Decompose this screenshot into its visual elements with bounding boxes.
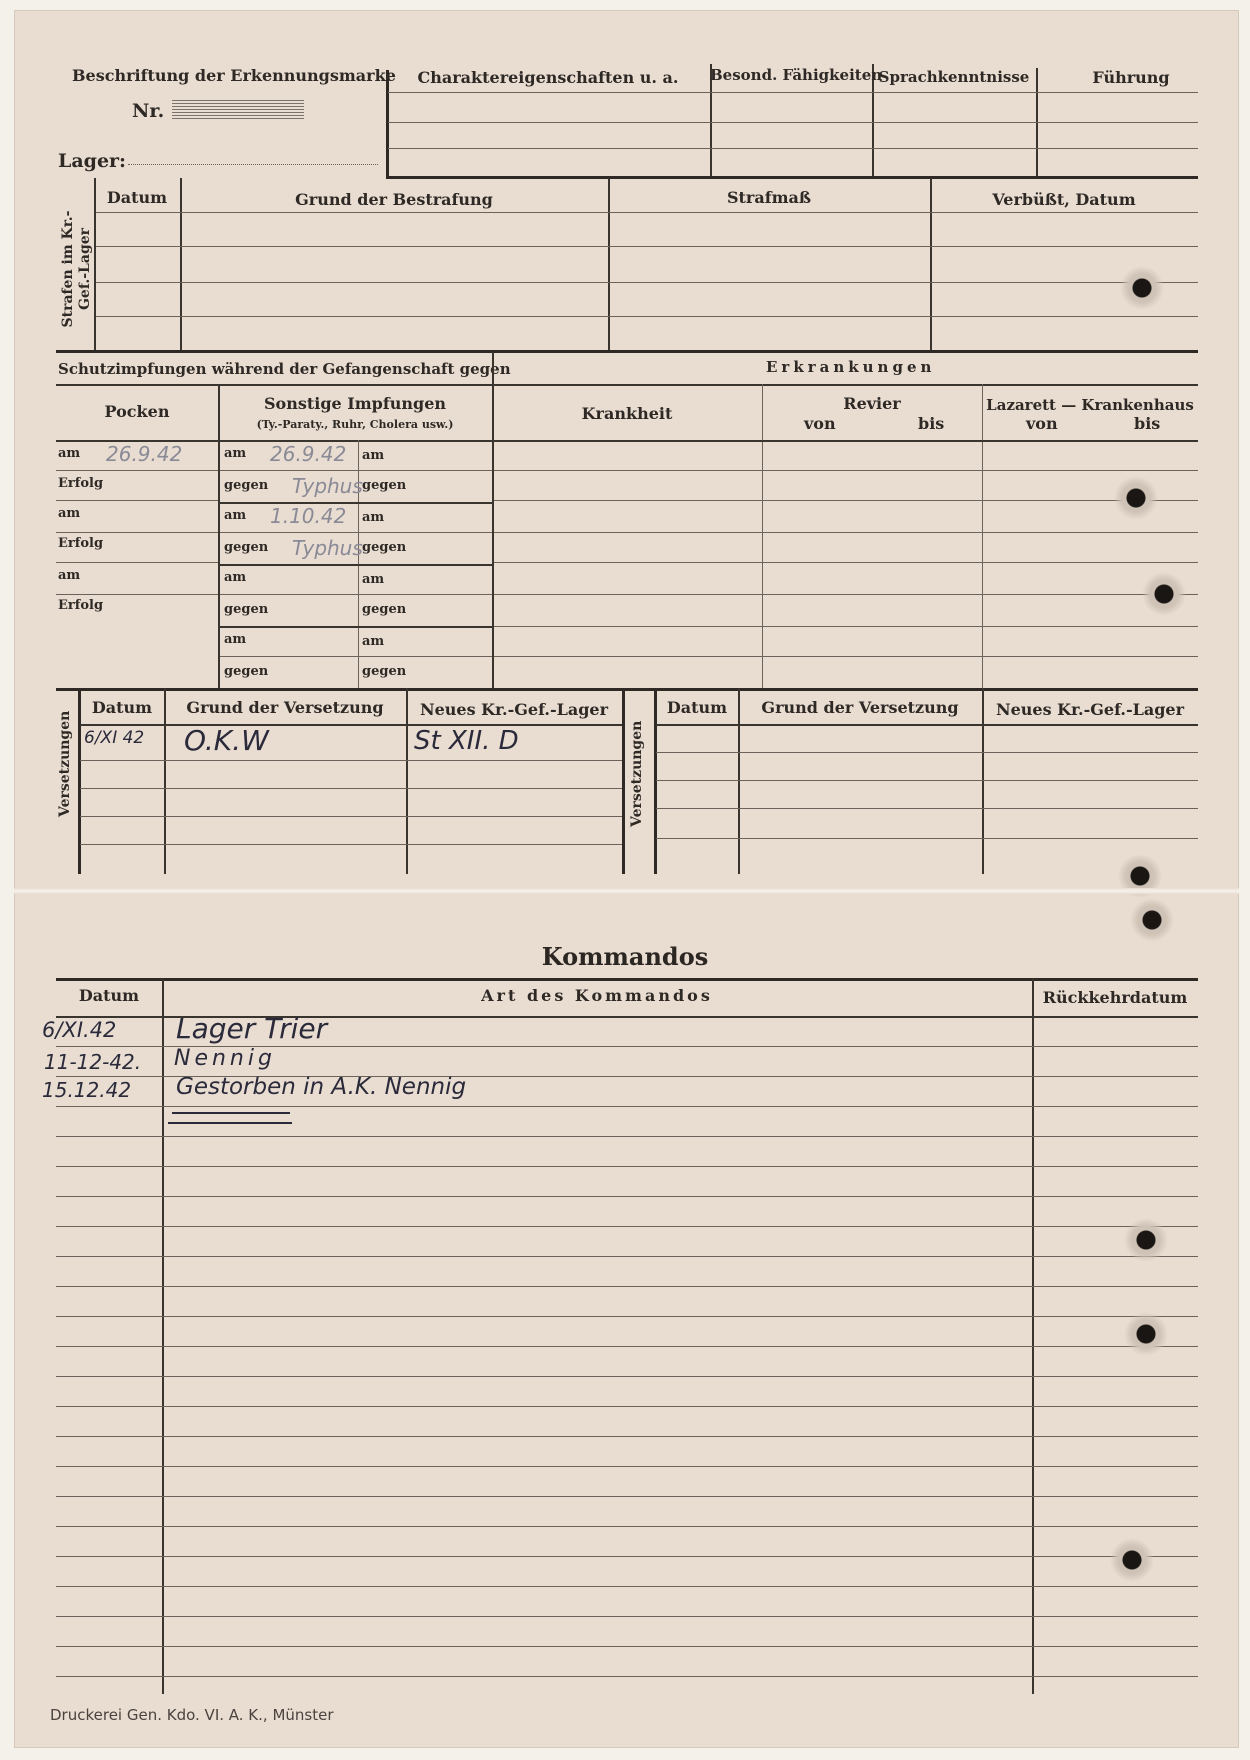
vers-col-grund-left: Grund der Versetzung [186,698,384,717]
ruled-line [56,1496,1198,1497]
versetzungen-side-label-left: Versetzungen [57,710,73,817]
pocken-am-1: am [58,446,81,461]
krankheit-label: Krankheit [581,404,673,423]
pocken-am-2: am [58,506,81,521]
komm-col-art: Art des Kommandos [481,986,713,1005]
lager-field [128,164,378,165]
fold-line [14,888,1239,894]
impfungen-title: Schutzimpfungen während der Gefangenschaft gegen [58,360,511,378]
ruled-line [56,1256,1198,1257]
faehigkeiten-label: Besond. Fähigkeiten [710,66,883,84]
punch-hole [1110,1538,1154,1582]
nr-field [172,98,304,120]
komm-entry-art-2: Nennig [174,1046,276,1071]
vers-col-datum-left: Datum [91,698,153,717]
komm-entry-art-3: Gestorben in A.K. Nennig [176,1074,467,1100]
sonstige-am-4: am [224,632,247,647]
sonstige-date-2: 1.10.42 [270,504,347,528]
sonstige-gegen-2: gegen [224,540,269,555]
underline-gestorben [172,1112,290,1114]
lager-label: Lager: [58,150,127,172]
komm-entry-art-1: Lager Trier [176,1012,328,1045]
sonstige-sub: (Ty.-Paraty., Ruhr, Cholera usw.) [256,418,454,431]
punch-hole [1120,266,1164,310]
punch-hole [1124,1218,1168,1262]
komm-col-datum: Datum [78,986,140,1005]
ruled-line [56,1376,1198,1377]
sonstige-am-2: am [224,508,247,523]
versetzungen-side-label-right: Versetzungen [629,720,645,827]
lazarett-von: von [1026,414,1058,433]
erkrankungen-title: Erkrankungen [766,358,936,376]
vers-col-datum-right: Datum [666,698,728,717]
vers-entry-lager: St XII. D [414,726,519,756]
komm-entry-datum-1: 6/XI.42 [42,1018,117,1042]
sonstige-b-am-3: am [362,572,385,587]
personnel-card [14,10,1239,1748]
sonstige-b-am-1: am [362,448,385,463]
lazarett-label: Lazarett — Krankenhaus [986,396,1194,414]
ruled-line [56,1586,1198,1587]
pocken-am-3: am [58,568,81,583]
sonstige-gegen-1: gegen [224,478,269,493]
ruled-line [56,1166,1198,1167]
nr-label: Nr. [132,100,165,122]
ruled-line [56,1406,1198,1407]
sonstige-b-am-2: am [362,510,385,525]
sprachkenntnisse-label: Sprachkenntnisse [878,68,1030,86]
sonstige-gegen-4: gegen [224,664,269,679]
ruled-line [56,1286,1198,1287]
pocken-label: Pocken [104,402,170,421]
ruled-line [56,1226,1198,1227]
vers-entry-datum: 6/XI 42 [84,728,145,748]
sonstige-gegen-value-1: Typhus [292,474,363,498]
ruled-line [56,1106,1198,1107]
ruled-line [56,1436,1198,1437]
ruled-line [56,1346,1198,1347]
underline-gestorben-2 [168,1122,292,1124]
vers-col-lager-right: Neues Kr.-Gef.-Lager [995,700,1185,719]
pocken-erfolg-2: Erfolg [58,536,104,551]
sonstige-b-am-4: am [362,634,385,649]
ruled-line [56,1196,1198,1197]
ruled-line [56,1136,1198,1137]
lazarett-bis: bis [1134,414,1161,433]
ruled-line [56,1676,1198,1677]
punch-hole [1114,476,1158,520]
vers-entry-grund: O.K.W [184,724,269,757]
strafen-side-label: Strafen im Kr.-Gef.-Lager [60,210,93,328]
punch-hole [1130,898,1174,942]
sonstige-am-1: am [224,446,247,461]
sonstige-gegen-3: gegen [224,602,269,617]
printer-imprint: Druckerei Gen. Kdo. VI. A. K., Münster [50,1706,334,1724]
ruled-line [56,1556,1198,1557]
ruled-line [56,1526,1198,1527]
ruled-line [56,1616,1198,1617]
sonstige-gegen-value-2: Typhus [292,536,363,560]
erkennungsmarke-label: Beschriftung der Erkennungsmarke [72,66,396,85]
komm-entry-datum-2: 11-12-42. [44,1050,142,1074]
punch-hole [1142,572,1186,616]
revier-label: Revier [843,394,901,413]
charakter-label: Charaktereigenschaften u. a. [417,68,679,87]
revier-von: von [804,414,836,433]
ruled-line [56,1316,1198,1317]
komm-entry-datum-3: 15.12.42 [42,1078,132,1102]
sonstige-b-gegen-4: gegen [362,664,407,679]
revier-bis: bis [918,414,945,433]
pocken-date-1: 26.9.42 [106,442,183,466]
pocken-erfolg-1: Erfolg [58,476,104,491]
ruled-line [56,1646,1198,1647]
strafen-col-datum: Datum [106,188,168,207]
vers-col-grund-right: Grund der Versetzung [761,698,959,717]
sonstige-b-gegen-1: gegen [362,478,407,493]
ruled-line [56,1466,1198,1467]
vers-col-lager-left: Neues Kr.-Gef.-Lager [419,700,609,719]
punch-hole [1124,1312,1168,1356]
komm-col-rueckkehr: Rückkehrdatum [1042,988,1188,1007]
fuehrung-label: Führung [1092,68,1170,87]
sonstige-b-gegen-3: gegen [362,602,407,617]
strafen-col-strafmass: Strafmaß [726,188,812,207]
sonstige-b-gegen-2: gegen [362,540,407,555]
kommandos-title: Kommandos [541,942,709,971]
sonstige-date-1: 26.9.42 [270,442,347,466]
pocken-erfolg-3: Erfolg [58,598,104,613]
strafen-col-verbuesst: Verbüßt, Datum [992,190,1136,209]
sonstige-label: Sonstige Impfungen [263,394,447,413]
strafen-col-grund: Grund der Bestrafung [295,190,493,209]
sonstige-am-3: am [224,570,247,585]
